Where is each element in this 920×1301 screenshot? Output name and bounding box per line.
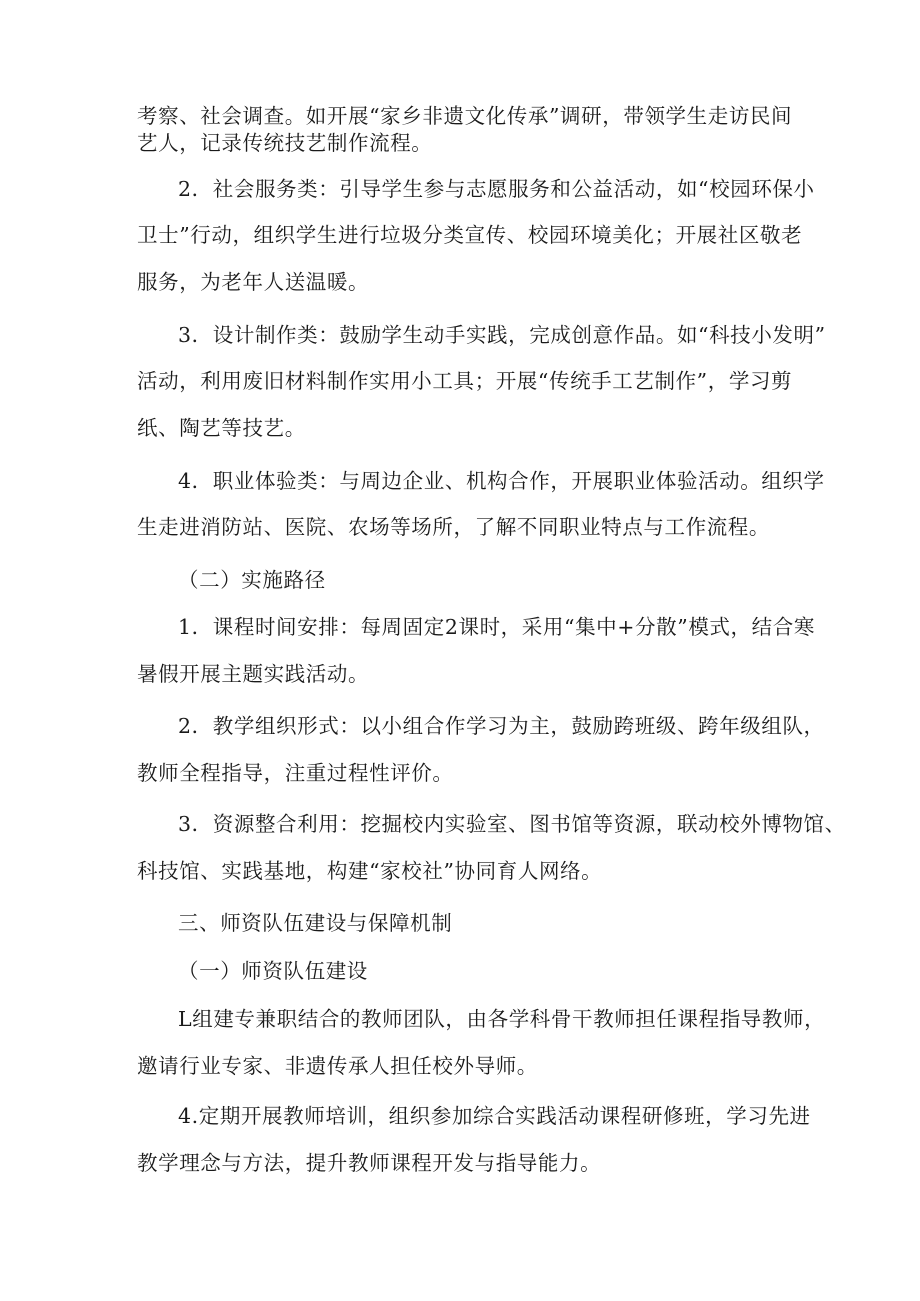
text-line-1: 考察、社会调查。如开展“家乡非遗文化传承”调研，带领学生走访民间 xyxy=(137,104,793,128)
text-line-22: 4.定期开展教师培训，组织参加综合实践活动课程研修班，学习先进 xyxy=(178,1104,811,1128)
subsection-heading-team: （一）师资队伍建设 xyxy=(178,959,368,983)
subsection-heading-implementation: （二）实施路径 xyxy=(178,568,326,592)
text-line-17: 科技馆、实践基地，构建“家校社”协同育人网络。 xyxy=(137,859,603,883)
text-line-9: 4．职业体验类：与周边企业、机构合作，开展职业体验活动。组织学 xyxy=(178,469,825,493)
section-heading-teachers: 三、师资队伍建设与保障机制 xyxy=(178,911,453,935)
text-line-2: 艺人，记录传统技艺制作流程。 xyxy=(137,131,433,155)
text-line-23: 教学理念与方法，提升教师课程开发与指导能力。 xyxy=(137,1151,602,1175)
text-line-10: 生走进消防站、医院、农场等场所，了解不同职业特点与工作流程。 xyxy=(137,515,770,539)
text-line-5: 服务，为老年人送温暖。 xyxy=(137,270,370,294)
text-line-7: 活动，利用废旧材料制作实用小工具；开展“传统手工艺制作”，学习剪 xyxy=(137,369,793,393)
text-line-6: 3．设计制作类：鼓励学生动手实践，完成创意作品。如“科技小发明” xyxy=(178,323,826,347)
text-line-14: 2．教学组织形式：以小组合作学习为主，鼓励跨班级、跨年级组队， xyxy=(178,714,825,738)
text-line-16: 3．资源整合利用：挖掘校内实验室、图书馆等资源，联动校外博物馆、 xyxy=(178,812,846,836)
text-line-3: 2．社会服务类：引导学生参与志愿服务和公益活动，如“校园环保小 xyxy=(178,177,815,201)
text-line-13: 暑假开展主题实践活动。 xyxy=(137,662,370,686)
text-line-20: L组建专兼职结合的教师团队，由各学科骨干教师担任课程指导教师， xyxy=(178,1007,826,1031)
text-line-12: 1．课程时间安排：每周固定2课时，采用“集中+分散”模式，结合寒 xyxy=(178,615,815,639)
text-line-8: 纸、陶艺等技艺。 xyxy=(137,416,306,440)
text-line-15: 教师全程指导，注重过程性评价。 xyxy=(137,761,454,785)
text-line-21: 邀请行业专家、非遗传承人担任校外导师。 xyxy=(137,1054,538,1078)
text-line-4: 卫士”行动，组织学生进行垃圾分类宣传、校园环境美化；开展社区敬老 xyxy=(137,223,803,247)
